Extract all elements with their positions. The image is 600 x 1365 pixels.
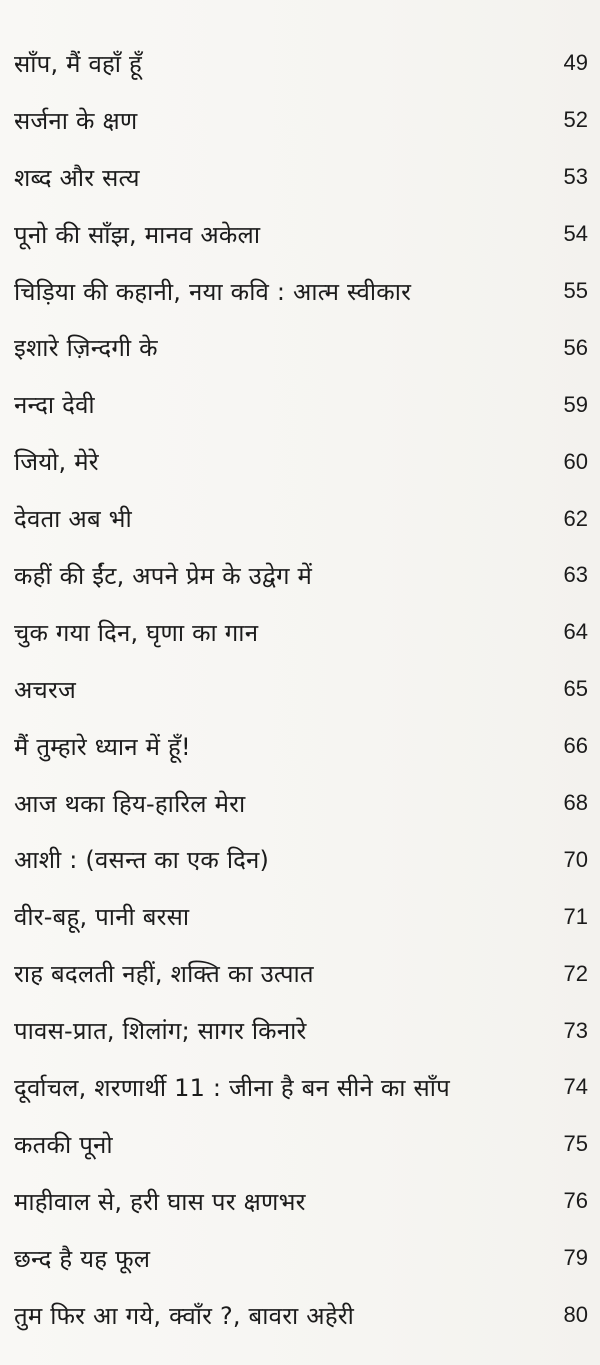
toc-entry [14, 376, 588, 433]
toc-entry-title: दूर्वाचल, शरणार्थी 11 : जीना है बन सीने का साँप [14, 1073, 450, 1102]
toc-entry [14, 888, 588, 945]
toc-entry [14, 604, 588, 661]
toc-entry-page-number: 72 [563, 960, 588, 986]
toc-entry-title: पूनो की साँझ, मानव अकेला [14, 220, 261, 249]
toc-entry-page-number: 79 [563, 1245, 588, 1271]
toc-entry-page-number: 65 [563, 676, 588, 702]
toc-entry [14, 1002, 588, 1059]
toc-entry-page-number: 59 [563, 391, 588, 417]
toc-entry-page-number: 54 [563, 221, 588, 247]
toc-entry [14, 35, 588, 92]
toc-entry [14, 1287, 588, 1344]
toc-entry-title: वीर-बहू, पानी बरसा [14, 903, 190, 932]
toc-entry [14, 263, 588, 320]
toc-entry-page-number: 70 [563, 846, 588, 872]
toc-entry-page-number: 62 [563, 505, 588, 531]
toc-entry-page-number: 55 [563, 278, 588, 303]
toc-entry-page-number: 52 [563, 107, 588, 133]
toc-entry-title: चिड़िया की कहानी, नया कवि : आत्म स्वीकार [14, 277, 412, 306]
toc-entry-page-number: 75 [563, 1131, 588, 1157]
toc-entry-page-number: 76 [563, 1188, 588, 1214]
toc-entry-title: साँप, मैं वहाँ हूँ [14, 49, 142, 78]
toc-entry [14, 206, 588, 263]
toc-entry [14, 547, 588, 604]
toc-entry-title: माहीवाल से, हरी घास पर क्षणभर [14, 1187, 306, 1216]
toc-entry [14, 718, 588, 775]
toc-entry [14, 149, 588, 206]
toc-entry-page-number: 73 [563, 1017, 588, 1043]
toc-entry [14, 1059, 588, 1116]
toc-entry-page-number: 60 [563, 448, 588, 474]
toc-entry-page-number: 80 [563, 1302, 588, 1328]
toc-entry-page-number: 63 [563, 562, 588, 588]
toc-entry-title: तुम फिर आ गये, क्वाँर ?, बावरा अहेरी [14, 1301, 354, 1330]
toc-entry-page-number: 74 [563, 1074, 588, 1100]
toc-entry [14, 1173, 588, 1230]
toc-entry [14, 1116, 588, 1173]
toc-entry-title: पावस-प्रात, शिलांग; सागर किनारे [14, 1017, 307, 1046]
toc-entry-title: इशारे ज़िन्दगी के [14, 334, 158, 363]
toc-entry [14, 775, 588, 832]
toc-entry [14, 831, 588, 888]
toc-entry-title: सर्जना के क्षण [14, 106, 138, 135]
toc-entry-title: जियो, मेरे [14, 448, 99, 477]
toc-entry-title: देवता अब भी [14, 505, 132, 534]
toc-entry-title: अचरज [14, 675, 76, 704]
toc-entry-title: शब्द और सत्य [14, 163, 140, 192]
toc-entry [14, 319, 588, 376]
toc-entry-title: चुक गया दिन, घृणा का गान [14, 618, 259, 647]
toc-entry-title: कहीं की ईंट, अपने प्रेम के उद्वेग में [14, 561, 313, 590]
toc-entry-page-number: 68 [563, 790, 588, 816]
toc-entry-title: राह बदलती नहीं, शक्ति का उत्पात [14, 960, 314, 989]
toc-entry-page-number: 53 [563, 164, 588, 190]
toc-entry [14, 92, 588, 149]
toc-entry-title: मैं तुम्हारे ध्यान में हूँ! [14, 732, 191, 761]
toc-entry-page-number: 49 [563, 50, 588, 76]
toc-entry-title: नन्दा देवी [14, 391, 95, 420]
toc-entry [14, 1230, 588, 1287]
toc-entry-title: कतकी पूनो [14, 1130, 113, 1159]
toc-entry-title: आशी : (वसन्त का एक दिन) [14, 846, 270, 875]
toc-entry-page-number: 71 [563, 903, 588, 929]
toc-entry-page-number: 64 [563, 619, 588, 645]
toc-entry [14, 661, 588, 718]
table-of-contents [14, 35, 588, 1343]
toc-entry [14, 945, 588, 1002]
toc-entry-page-number: 66 [563, 733, 588, 759]
toc-entry-page-number: 56 [563, 334, 588, 360]
toc-entry [14, 433, 588, 490]
toc-entry-title: आज थका हिय-हारिल मेरा [14, 789, 246, 818]
toc-entry-title: छन्द है यह फूल [14, 1244, 151, 1273]
toc-entry [14, 490, 588, 547]
